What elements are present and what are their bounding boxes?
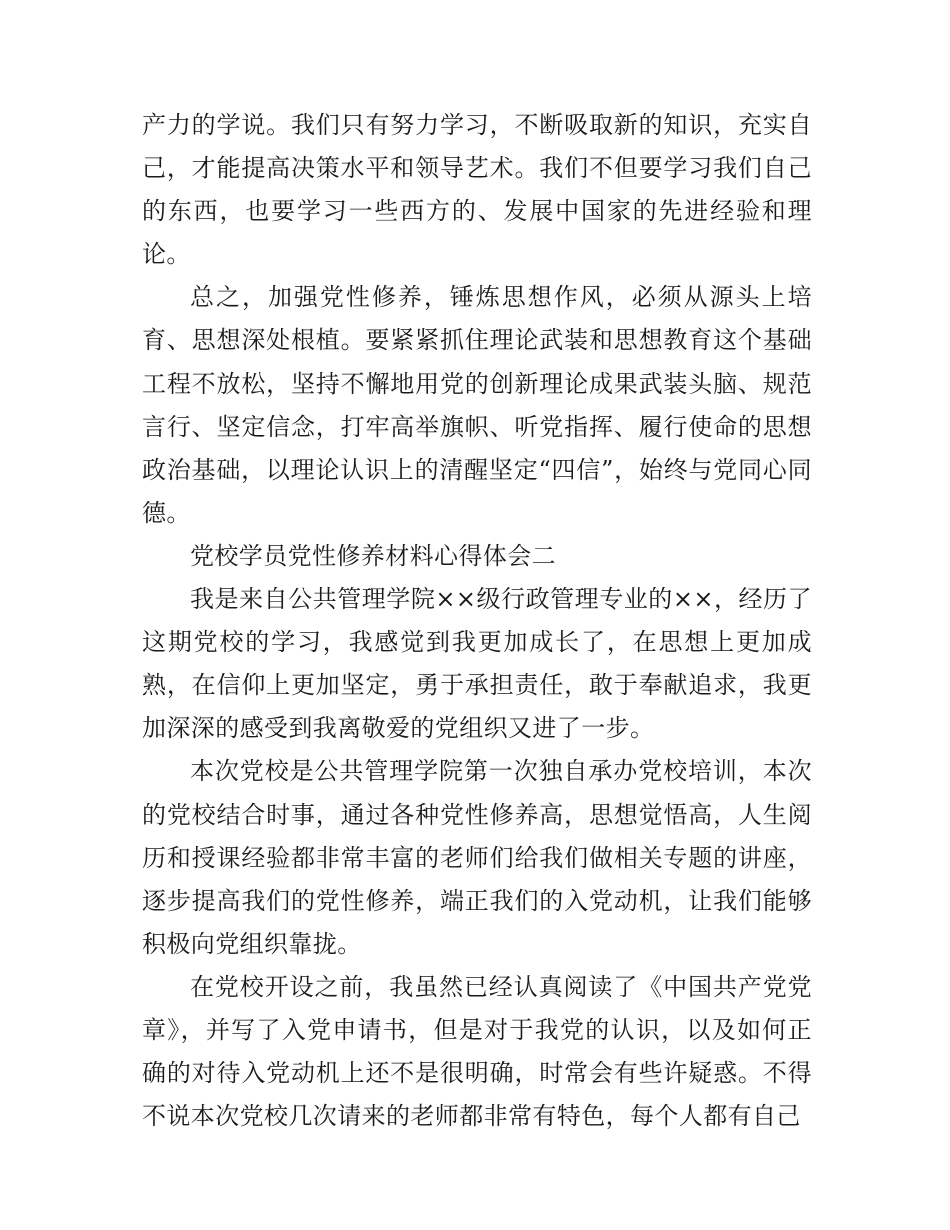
paragraph-summary: 总之，加强党性修养，锤炼思想作风，必须从源头上培育、思想深处根植。要紧紧抓住理论武装和思想教育这个基础工程不放松，坚持不懈地用党的创新理论成果武装头脑、规范言行、坚定信念，打牢高举旗帜、听党指挥、履行使命的思想政治基础，以理论认识上的清醒坚定“四信”，始终与党同心同德。 — [142, 283, 812, 527]
section-heading: 党校学员党性修养材料心得体会二 — [190, 541, 556, 570]
paragraph-intro: 我是来自公共管理学院××级行政管理专业的××，经历了这期党校的学习，我感觉到我更加成长了，在思想上更加成熟，在信仰上更加坚定，勇于承担责任，敢于奉献追求，我更加深深的感受到我离敬爱的党组织又进了一步。 — [142, 585, 812, 743]
paragraph-party-school: 本次党校是公共管理学院第一次独自承办党校培训，本次的党校结合时事，通过各种党性修养高，思想觉悟高，人生阅历和授课经验都非常丰富的老师们给我们做相关专题的讲座，逐步提高我们的党性修养，端正我们的入党动机，让我们能够积极向党组织靠拢。 — [142, 757, 812, 958]
document-body — [142, 104, 812, 1138]
paragraph-before-school: 在党校开设之前，我虽然已经认真阅读了《中国共产党党章》，并写了入党申请书，但是对于我党的认识，以及如何正确的对待入党动机上还不是很明确，时常会有些许疑惑。不得不说本次党校几次请来的老师都非常有特色，每个人都有自己 — [142, 972, 812, 1131]
paragraph-continuation: 产力的学说。我们只有努力学习，不断吸取新的知识，充实自己，才能提高决策水平和领导艺术。我们不但要学习我们自己的东西，也要学习一些西方的、发展中国家的先进经验和理论。 — [142, 111, 812, 269]
